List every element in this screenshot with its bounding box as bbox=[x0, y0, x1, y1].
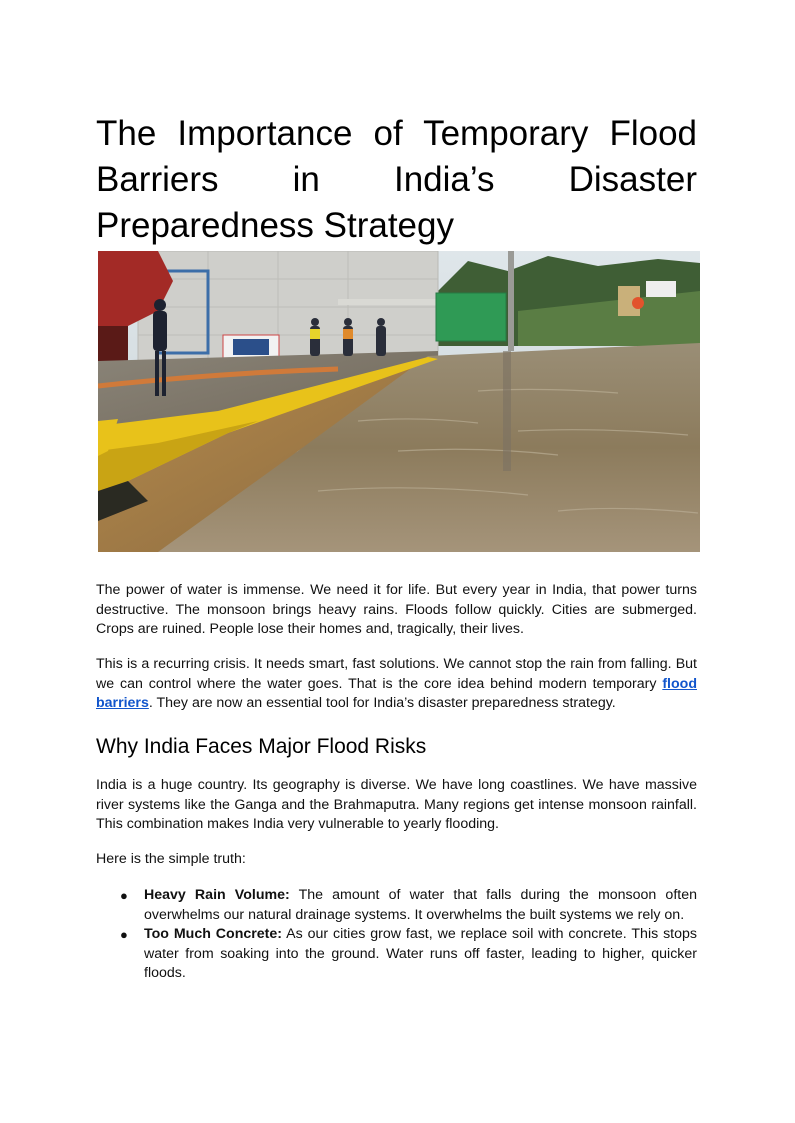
intro-paragraph: The power of water is immense. We need it for life. But every year in India, that power turns destructive. The monsoon brings heavy rains. Floods follow quickly. Cities are submerged. Crops are ruined. People lose their homes and, tragically, their lives. bbox=[96, 582, 697, 638]
context-paragraph-tail: . They are now an essential tool for India’s disaster preparedness strategy. bbox=[148, 695, 616, 712]
geography-paragraph: India is a huge country. Its geography is diverse. We have long coastlines. We have massive river systems like the Ganga and the Brahmaputra. Many regions get intense monsoon rainfall. This combination makes India very vulnerable to yearly flooding. bbox=[96, 777, 697, 833]
context-paragraph-text: This is a recurring crisis. It needs smart, fast solutions. We cannot stop the rain from falling. But we can control where the water goes. That is the core idea behind modern temporary bbox=[96, 656, 697, 692]
list-item-text: As our cities grow fast, we replace soil with concrete. This stops water from soaking into the ground. Water runs off faster, leading to higher, quicker floods. bbox=[144, 926, 697, 982]
flood-barrier-photo bbox=[98, 251, 700, 552]
list-item bbox=[96, 886, 697, 925]
flood-barriers-link[interactable]: flood barriers bbox=[96, 675, 697, 712]
section-heading: Why India Faces Major Flood Risks bbox=[96, 735, 427, 758]
bullet-icon: ● bbox=[120, 888, 128, 903]
list-item bbox=[96, 925, 697, 984]
list-item-term: Heavy Rain Volume: bbox=[144, 887, 290, 903]
list-item-text: The amount of water that falls during the monsoon often overwhelms our natural drainage systems. It overwhelms the built systems we rely on. bbox=[144, 887, 697, 923]
risk-factor-list bbox=[96, 886, 697, 984]
bullet-icon: ● bbox=[120, 927, 128, 943]
context-paragraph bbox=[96, 655, 697, 714]
list-item-term: Too Much Concrete: bbox=[144, 926, 283, 943]
truth-intro: Here is the simple truth: bbox=[96, 851, 246, 867]
article-title: The Importance of Temporary Flood Barriers in India’s Disaster Preparedness Strategy bbox=[96, 114, 697, 245]
